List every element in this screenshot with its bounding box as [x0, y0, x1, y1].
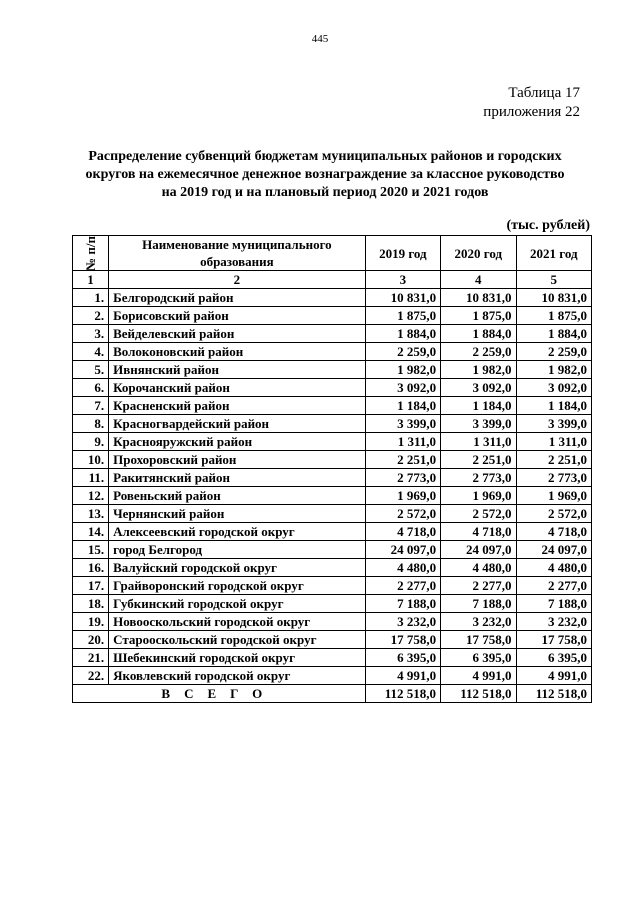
value-2019: 3 399,0 — [365, 415, 440, 433]
total-row — [73, 685, 592, 703]
value-2019: 1 311,0 — [365, 433, 440, 451]
title-line-2: округов на ежемесячное денежное вознаграждение за классное руководство — [85, 167, 565, 182]
municipality-name: город Белгород — [109, 541, 366, 559]
table-row — [73, 451, 592, 469]
value-2019: 24 097,0 — [365, 541, 440, 559]
municipality-name: Корочанский район — [109, 379, 366, 397]
column-number: 5 — [516, 271, 592, 289]
column-number: 4 — [441, 271, 516, 289]
value-2021: 10 831,0 — [516, 289, 592, 307]
value-2020: 1 982,0 — [441, 361, 516, 379]
municipality-name: Борисовский район — [109, 307, 366, 325]
row-number: 6. — [73, 379, 109, 397]
title-line-1: Распределение субвенций бюджетам муниципальных районов и городских — [88, 149, 562, 164]
value-2019: 2 259,0 — [365, 343, 440, 361]
document-title — [40, 148, 610, 202]
value-2020: 24 097,0 — [441, 541, 516, 559]
table-row — [73, 505, 592, 523]
total-2021: 112 518,0 — [516, 685, 592, 703]
row-number: 13. — [73, 505, 109, 523]
value-2020: 7 188,0 — [441, 595, 516, 613]
value-2021: 3 399,0 — [516, 415, 592, 433]
total-2020: 112 518,0 — [441, 685, 516, 703]
municipality-name: Яковлевский городской округ — [109, 667, 366, 685]
value-2020: 4 718,0 — [441, 523, 516, 541]
table-row — [73, 613, 592, 631]
value-2020: 1 884,0 — [441, 325, 516, 343]
value-2020: 2 259,0 — [441, 343, 516, 361]
table-row — [73, 667, 592, 685]
table-row — [73, 649, 592, 667]
municipality-name: Красногвардейский район — [109, 415, 366, 433]
municipality-name: Старооскольский городской округ — [109, 631, 366, 649]
row-number: 4. — [73, 343, 109, 361]
value-2021: 1 311,0 — [516, 433, 592, 451]
value-2019: 1 969,0 — [365, 487, 440, 505]
value-2020: 3 092,0 — [441, 379, 516, 397]
value-2021: 1 969,0 — [516, 487, 592, 505]
value-2020: 3 399,0 — [441, 415, 516, 433]
row-number: 17. — [73, 577, 109, 595]
total-2019: 112 518,0 — [365, 685, 440, 703]
table-row — [73, 577, 592, 595]
units-label: (тыс. рублей) — [506, 218, 590, 233]
value-2019: 1 884,0 — [365, 325, 440, 343]
table-caption — [483, 84, 580, 122]
value-2019: 1 875,0 — [365, 307, 440, 325]
value-2020: 2 773,0 — [441, 469, 516, 487]
column-number: 3 — [365, 271, 440, 289]
row-number: 14. — [73, 523, 109, 541]
table-row — [73, 361, 592, 379]
column-number: 1 — [73, 271, 109, 289]
row-number: 5. — [73, 361, 109, 379]
table-row — [73, 541, 592, 559]
value-2020: 17 758,0 — [441, 631, 516, 649]
municipality-name: Чернянский район — [109, 505, 366, 523]
value-2021: 24 097,0 — [516, 541, 592, 559]
value-2019: 17 758,0 — [365, 631, 440, 649]
row-number: 12. — [73, 487, 109, 505]
header-2021: 2021 год — [516, 236, 592, 271]
value-2019: 2 572,0 — [365, 505, 440, 523]
row-number: 19. — [73, 613, 109, 631]
subsidy-table — [72, 235, 592, 703]
value-2020: 4 991,0 — [441, 667, 516, 685]
table-row — [73, 325, 592, 343]
value-2020: 1 184,0 — [441, 397, 516, 415]
value-2021: 2 251,0 — [516, 451, 592, 469]
table-row — [73, 433, 592, 451]
municipality-name: Ракитянский район — [109, 469, 366, 487]
value-2019: 3 092,0 — [365, 379, 440, 397]
value-2019: 3 232,0 — [365, 613, 440, 631]
table-row — [73, 379, 592, 397]
caption-table-number: Таблица 17 — [508, 85, 580, 101]
value-2019: 10 831,0 — [365, 289, 440, 307]
value-2021: 2 572,0 — [516, 505, 592, 523]
value-2019: 7 188,0 — [365, 595, 440, 613]
total-label: ВСЕГО — [73, 685, 366, 703]
row-number: 9. — [73, 433, 109, 451]
municipality-name: Новооскольский городской округ — [109, 613, 366, 631]
municipality-name: Волоконовский район — [109, 343, 366, 361]
row-number: 1. — [73, 289, 109, 307]
table-body — [73, 289, 592, 685]
municipality-name: Губкинский городской округ — [109, 595, 366, 613]
table-row — [73, 343, 592, 361]
row-number: 8. — [73, 415, 109, 433]
table-row — [73, 523, 592, 541]
table-row — [73, 595, 592, 613]
municipality-name: Алексеевский городской округ — [109, 523, 366, 541]
row-number: 11. — [73, 469, 109, 487]
row-number: 20. — [73, 631, 109, 649]
value-2019: 2 251,0 — [365, 451, 440, 469]
table-row — [73, 397, 592, 415]
value-2020: 4 480,0 — [441, 559, 516, 577]
municipality-name: Красненский район — [109, 397, 366, 415]
row-number: 7. — [73, 397, 109, 415]
value-2021: 7 188,0 — [516, 595, 592, 613]
title-line-3: на 2019 год и на плановый период 2020 и 2021 годов — [161, 185, 489, 200]
value-2020: 10 831,0 — [441, 289, 516, 307]
value-2020: 1 969,0 — [441, 487, 516, 505]
value-2020: 6 395,0 — [441, 649, 516, 667]
value-2020: 2 572,0 — [441, 505, 516, 523]
row-number: 10. — [73, 451, 109, 469]
row-number: 15. — [73, 541, 109, 559]
value-2021: 4 991,0 — [516, 667, 592, 685]
row-number: 21. — [73, 649, 109, 667]
value-2021: 1 982,0 — [516, 361, 592, 379]
caption-appendix: приложения 22 — [483, 104, 580, 120]
value-2019: 2 773,0 — [365, 469, 440, 487]
value-2021: 2 277,0 — [516, 577, 592, 595]
value-2021: 4 480,0 — [516, 559, 592, 577]
row-number: 2. — [73, 307, 109, 325]
municipality-name: Валуйский городской округ — [109, 559, 366, 577]
value-2019: 1 982,0 — [365, 361, 440, 379]
page-number: 445 — [311, 33, 329, 45]
value-2019: 4 718,0 — [365, 523, 440, 541]
value-2021: 17 758,0 — [516, 631, 592, 649]
municipality-name: Прохоровский район — [109, 451, 366, 469]
value-2021: 2 773,0 — [516, 469, 592, 487]
column-number: 2 — [109, 271, 366, 289]
municipality-name: Вейделевский район — [109, 325, 366, 343]
table-header-row — [73, 236, 592, 271]
value-2021: 2 259,0 — [516, 343, 592, 361]
municipality-name: Ивнянский район — [109, 361, 366, 379]
table-row — [73, 415, 592, 433]
municipality-name: Ровеньский район — [109, 487, 366, 505]
value-2020: 2 251,0 — [441, 451, 516, 469]
value-2020: 1 311,0 — [441, 433, 516, 451]
value-2021: 1 184,0 — [516, 397, 592, 415]
value-2019: 1 184,0 — [365, 397, 440, 415]
header-no-label: № п/п — [83, 235, 99, 271]
row-number: 18. — [73, 595, 109, 613]
value-2020: 2 277,0 — [441, 577, 516, 595]
value-2021: 1 875,0 — [516, 307, 592, 325]
municipality-name: Грайворонский городской округ — [109, 577, 366, 595]
row-number: 22. — [73, 667, 109, 685]
table-row — [73, 631, 592, 649]
value-2020: 3 232,0 — [441, 613, 516, 631]
table-row — [73, 469, 592, 487]
row-number: 16. — [73, 559, 109, 577]
municipality-name: Краснояружский район — [109, 433, 366, 451]
value-2019: 4 480,0 — [365, 559, 440, 577]
value-2021: 6 395,0 — [516, 649, 592, 667]
municipality-name: Белгородский район — [109, 289, 366, 307]
header-2020: 2020 год — [441, 236, 516, 271]
value-2021: 1 884,0 — [516, 325, 592, 343]
header-2019: 2019 год — [365, 236, 440, 271]
value-2021: 3 092,0 — [516, 379, 592, 397]
row-number: 3. — [73, 325, 109, 343]
value-2019: 4 991,0 — [365, 667, 440, 685]
municipality-name: Шебекинский городской округ — [109, 649, 366, 667]
value-2020: 1 875,0 — [441, 307, 516, 325]
value-2019: 6 395,0 — [365, 649, 440, 667]
header-no — [73, 236, 109, 271]
value-2021: 4 718,0 — [516, 523, 592, 541]
column-number-row — [73, 271, 592, 289]
table-row — [73, 307, 592, 325]
table-row — [73, 487, 592, 505]
table-row — [73, 289, 592, 307]
value-2019: 2 277,0 — [365, 577, 440, 595]
header-name: Наименование муниципального образования — [109, 236, 366, 271]
table-row — [73, 559, 592, 577]
value-2021: 3 232,0 — [516, 613, 592, 631]
